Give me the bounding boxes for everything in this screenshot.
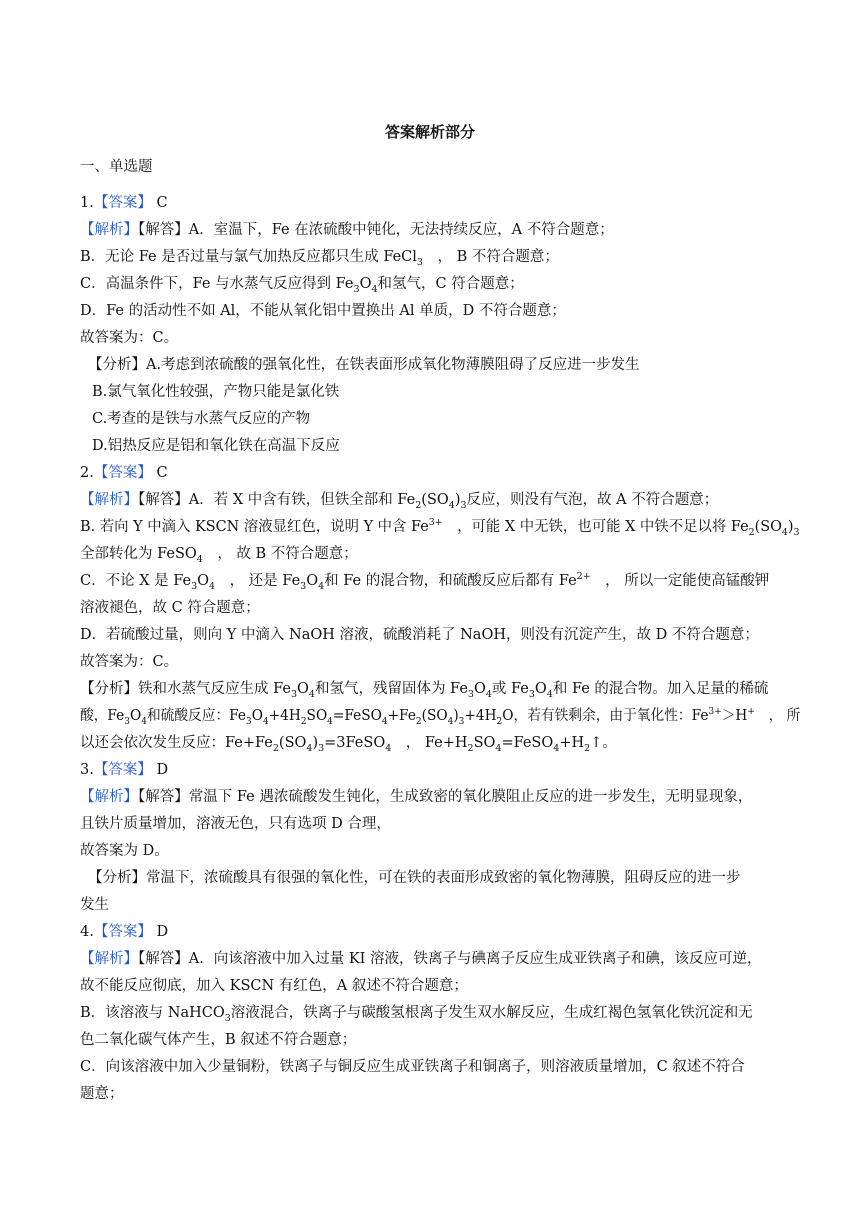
- q2-answer-line: 2.【答案】 C: [80, 465, 168, 481]
- section-heading: 一、单选题: [80, 159, 153, 175]
- q1-analysis-b: B．无论 Fe 是否过量与氯气加热反应都只生成 FeCl$_3$ ， B 不符合题意；: [80, 249, 559, 268]
- q1-analysis-c: C．高温条件下，Fe 与水蒸气反应得到 $Fe_3O_4$和氢气，C 符合题意；: [80, 276, 524, 295]
- q4-answer-line: 4.【答案】 D: [80, 924, 169, 940]
- q3-answer-line: 3.【答案】 D: [80, 762, 169, 778]
- q1-answer-line: 1.【答案】 C: [80, 195, 168, 211]
- q1-fenxi-b: B.氯气氧化性较强，产物只能是氯化铁: [92, 384, 340, 400]
- q2-analysis-b2: 全部转化为 FeSO$_4$ ， 故 B 不符合题意；: [80, 546, 358, 565]
- q1-answer: C: [156, 195, 168, 211]
- q4-analysis-c1: C．向该溶液中加入少量铜粉，铁离子与铜反应生成亚铁离子和铜离子，则溶液质量增加，C 叙述不符合: [80, 1059, 745, 1075]
- q3-conclusion: 故答案为 D。: [80, 843, 169, 859]
- q1-analysis-d: D．Fe 的活动性不如 Al，不能从氧化铝中置换出 Al 单质，D 不符合题意；: [80, 303, 566, 319]
- q3-answer: D: [156, 762, 169, 778]
- q2-fenxi-3: 以还会依次发生反应：$Fe+Fe_2(SO_4)_3=3FeSO_4$ ， $Fe+H_2SO_4=FeSO_4+H_2↑$。: [80, 735, 617, 754]
- q4-analysis-c2: 题意；: [80, 1086, 124, 1102]
- q2-answer: C: [156, 465, 168, 481]
- q3-fenxi-1: 【分析】常温下，浓硫酸具有很强的氧化性，可在铁的表面形成致密的氧化物薄膜，阻碍反应的进一步: [88, 870, 741, 886]
- q1-analysis-a: 【解析】【解答】A．室温下，Fe 在浓硫酸中钝化，无法持续反应，A 不符合题意；: [80, 222, 614, 238]
- q3-fenxi-2: 发生: [80, 897, 109, 913]
- q2-fenxi-1: 【分析】铁和水蒸气反应生成 $Fe_3O_4$和氢气，残留固体为 $Fe_3O_4$或 $Fe_3O_4$和 Fe 的混合物。加入足量的稀硫: [80, 681, 769, 700]
- q4-analysis-b2: 色二氧化碳气体产生，B 叙述不符合题意；: [80, 1032, 357, 1048]
- q2-analysis-c1: C．不论 X 是 $Fe_3O_4$ ， 还是 $Fe_3O_4$和 Fe 的混合物，和硫酸反应后都有 $Fe^{2+}$ ， 所以一定能使高锰酸钾: [80, 571, 770, 592]
- q3-analysis-2: 且铁片质量增加，溶液无色，只有选项 D 合理，: [80, 816, 391, 832]
- q4-answer: D: [156, 924, 169, 940]
- q2-analysis-d: D．若硫酸过量，则向 Y 中滴入 NaOH 溶液，硫酸消耗了 NaOH，则没有沉淀产生，故 D 不符合题意；: [80, 627, 759, 643]
- q2-analysis-c2: 溶液褪色，故 C 符合题意；: [80, 600, 260, 616]
- q4-analysis-a1: 【解析】【解答】A．向该溶液中加入过量 KI 溶液，铁离子与碘离子反应生成亚铁离子和碘，该反应可逆，: [80, 951, 762, 967]
- q1-fenxi-d: D.铝热反应是铝和氧化铁在高温下反应: [92, 438, 340, 454]
- q4-analysis-b1: B．该溶液与 NaHCO$_3$溶液混合，铁离子与碳酸氢根离子发生双水解反应，生成红褐色氢氧化铁沉淀和无: [80, 1005, 753, 1024]
- q2-analysis-b1: B. 若向 Y 中滴入 KSCN 溶液显红色，说明 Y 中含 $Fe^{3+}$ ，可能 X 中无铁，也可能 X 中铁不足以将 $Fe_2(SO_4)_3$: [80, 517, 800, 538]
- q2-analysis-a: 【解析】【解答】A．若 X 中含有铁，但铁全部和 $Fe_2(SO_4)_3$反应，则没有气泡，故 A 不符合题意；: [80, 492, 719, 511]
- q2-fenxi-2: 酸，$Fe_3O_4$和硫酸反应：$Fe_3O_4+4H_2SO_4=FeSO_4+Fe_2(SO_4)_3+4H_2O$，若有铁剩余，由于氧化性：$Fe^{3+}>H^+$ ， 所: [80, 706, 801, 727]
- q2-conclusion: 故答案为：C。: [80, 654, 179, 670]
- q1-fenxi-a: 【分析】A.考虑到浓硫酸的强氧化性，在铁表面形成氧化物薄膜阻碍了反应进一步发生: [88, 357, 640, 373]
- q1-fenxi-c: C.考查的是铁与水蒸气反应的产物: [92, 411, 311, 427]
- q1-conclusion: 故答案为：C。: [80, 330, 179, 346]
- q4-analysis-a2: 故不能反应彻底，加入 KSCN 有红色，A 叙述不符合题意；: [80, 978, 468, 994]
- q3-analysis-1: 【解析】【解答】常温下 Fe 遇浓硫酸发生钝化，生成致密的氧化膜阻止反应的进一步发生，无明显现象，: [80, 789, 753, 805]
- page-title: 答案解析部分: [384, 123, 475, 141]
